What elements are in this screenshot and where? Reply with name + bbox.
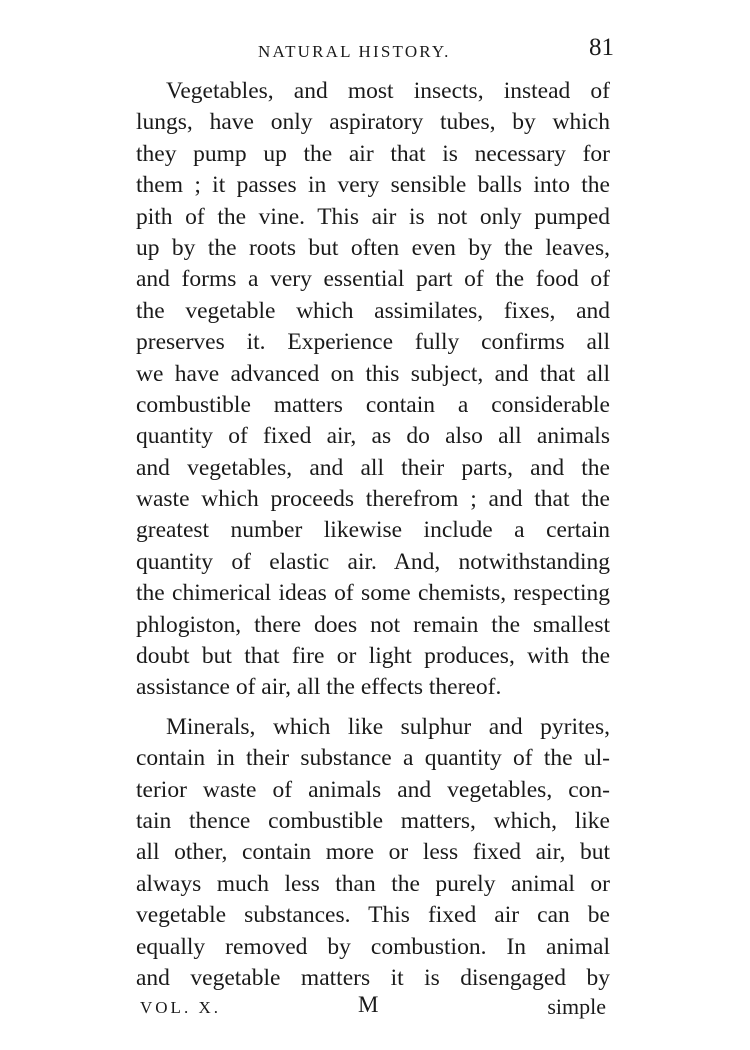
text-line: greatest number likewise include a certain [136, 517, 610, 544]
catchword: simple [547, 994, 606, 1019]
running-title: NATURAL HISTORY. [258, 42, 451, 61]
text-line: quantity of elastic air. And, notwithstanding [136, 548, 610, 575]
text-line: assistance of air, all the effects thereof. [136, 674, 502, 701]
text-line: tain thence combustible matters, which, like [136, 807, 610, 834]
text-line: Vegetables, and most insects, instead of [166, 78, 610, 104]
running-head [140, 34, 620, 68]
text-line: contain in their substance a quantity of the ul- [136, 745, 610, 772]
gathering-signature: M [358, 992, 379, 1017]
text-line: the vegetable which assimilates, fixes, and [136, 297, 610, 324]
text-line: waste which proceeds therefrom ; and that the [136, 486, 610, 513]
text-line: the chimerical ideas of some chemists, respecting [136, 580, 610, 607]
text-line: preserves it. Experience fully confirms all [136, 329, 610, 356]
paragraph [136, 76, 610, 704]
text-line: doubt but that fire or light produces, with the [136, 643, 610, 670]
text-line: and vegetable matters it is disengaged by [136, 964, 610, 991]
text-line: we have advanced on this subject, and that all [136, 360, 610, 387]
text-line: quantity of fixed air, as do also all animals [136, 423, 610, 450]
text-line: they pump up the air that is necessary for [136, 140, 610, 167]
page-number: 81 [589, 34, 614, 61]
text-line: and vegetables, and all their parts, and the [136, 454, 610, 481]
text-line: all other, contain more or less fixed air, but [136, 839, 610, 866]
text-line: pith of the vine. This air is not only pumped [136, 203, 610, 230]
text-line: them ; it passes in very sensible balls into the [136, 172, 610, 199]
text-line: and forms a very essential part of the food of [136, 266, 610, 293]
text-line: equally removed by combustion. In animal [136, 933, 610, 960]
text-line: combustible matters contain a considerable [136, 391, 610, 418]
text-line: up by the roots but often even by the leaves, [136, 234, 610, 261]
paragraph [136, 712, 610, 995]
text-line: terior waste of animals and vegetables, con- [136, 776, 610, 803]
text-line: lungs, have only aspiratory tubes, by which [136, 109, 610, 136]
paragraph-gap [136, 704, 610, 712]
text-line: vegetable substances. This fixed air can be [136, 902, 610, 929]
volume-signature: VOL. X. [140, 998, 221, 1017]
body-text [136, 76, 610, 994]
page-footer [136, 992, 606, 1026]
text-line: Minerals, which like sulphur and pyrites, [166, 713, 610, 740]
text-line: always much less than the purely animal or [136, 870, 610, 897]
text-line: phlogiston, there does not remain the smallest [136, 611, 610, 638]
